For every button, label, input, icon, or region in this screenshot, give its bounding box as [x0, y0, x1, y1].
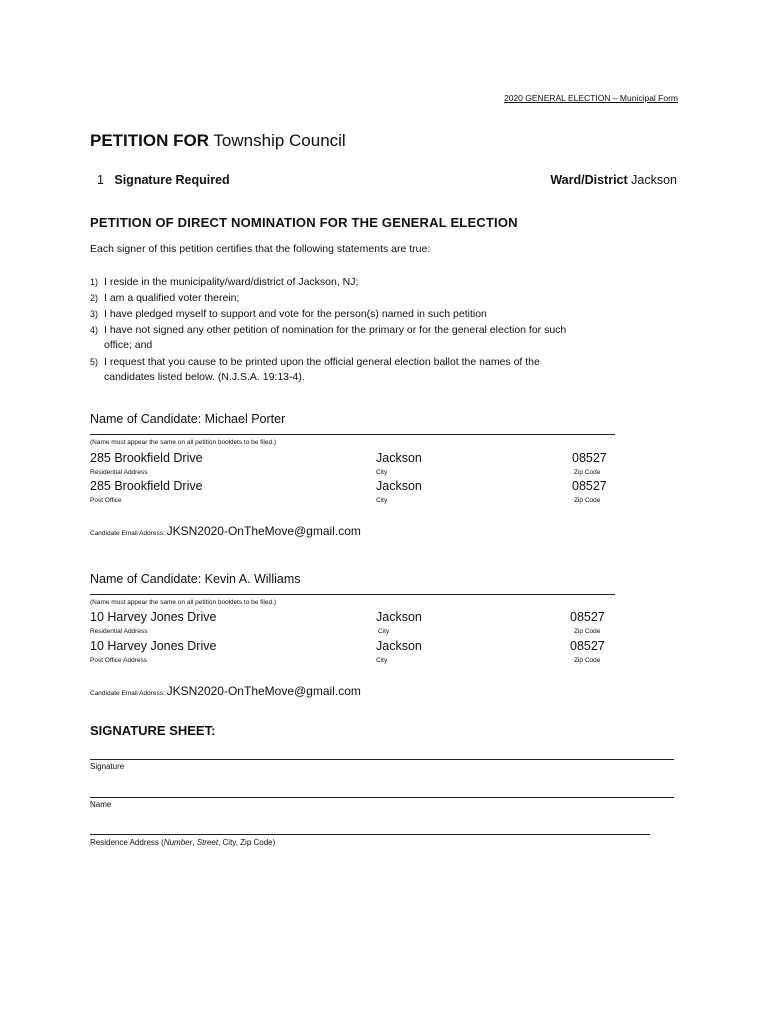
statement-5	[90, 355, 540, 385]
statement-number: 4)	[90, 325, 99, 335]
candidate-1-zip-label: Zip Code	[574, 469, 601, 476]
candidate-1-name: Name of Candidate: Michael Porter	[90, 412, 286, 426]
candidate-1-po-zip-label: Zip Code	[574, 497, 601, 504]
petition-title-bold: PETITION FOR	[90, 131, 209, 150]
statement-number: 1)	[90, 277, 99, 287]
name-line[interactable]	[90, 797, 674, 798]
intro-text: Each signer of this petition certifies that the following statements are true:	[90, 243, 431, 255]
candidate-2-email: JKSN2020-OnTheMove@gmail.com	[166, 684, 361, 698]
candidate-2-zip-label: Zip Code	[574, 628, 601, 635]
statement-text: I have not signed any other petition of nomination for the primary or for the general election for such	[104, 324, 567, 336]
candidate-1-email-label: Candidate Email Address:	[90, 530, 165, 537]
candidate-2-po-zip-label: Zip Code	[574, 657, 601, 664]
residence-label-sep: ,	[192, 838, 197, 847]
candidate-2-residential-zip: 08527	[570, 610, 605, 624]
candidate-2-po-street: 10 Harvey Jones Drive	[90, 639, 217, 653]
statement-text: I am a qualified voter therein;	[104, 292, 240, 304]
candidate-1-residential-street: 285 Brookfield Drive	[90, 451, 203, 465]
candidate-2-city-label: City	[378, 628, 390, 635]
name-label: Name	[90, 800, 112, 809]
ward-district	[550, 173, 677, 187]
ward-label: Ward/District	[550, 173, 628, 187]
residence-label-street: Street	[196, 838, 219, 847]
candidate-2-residential-street: 10 Harvey Jones Drive	[90, 610, 217, 624]
statement-number: 3)	[90, 309, 99, 319]
residence-label-end: , City, Zip Code)	[218, 838, 276, 847]
statement-3	[90, 307, 487, 322]
signature-count: 1	[97, 173, 104, 187]
candidate-1-po-zip: 08527	[572, 479, 607, 493]
candidate-2-residential-city: Jackson	[376, 610, 422, 624]
candidate-2-email-row	[90, 684, 361, 698]
candidate-1-email: JKSN2020-OnTheMove@gmail.com	[166, 524, 361, 538]
statement-2	[90, 291, 239, 306]
signature-label: Signature	[90, 762, 125, 771]
petition-title	[90, 131, 346, 151]
candidate-2-po-city-label: City	[376, 657, 388, 664]
statement-text: I request that you cause to be printed upon the official general election ballot the names of the	[104, 356, 540, 368]
statement-number: 5)	[90, 357, 99, 367]
signature-sheet-heading: SIGNATURE SHEET:	[90, 723, 216, 738]
statement-text: I have pledged myself to support and vote for the person(s) named in such petition	[104, 308, 487, 320]
candidate-2-name: Name of Candidate: Kevin A. Williams	[90, 572, 301, 586]
nomination-heading: PETITION OF DIRECT NOMINATION FOR THE GENERAL ELECTION	[90, 215, 518, 230]
candidate-2-residential-label: Residential Address	[90, 628, 148, 635]
statement-text-cont: candidates listed below. (N.J.S.A. 19:13-4).	[104, 371, 305, 383]
candidate-2-email-label: Candidate Email Address:	[90, 690, 165, 697]
form-header-label: 2020 GENERAL ELECTION – Municipal Form	[504, 93, 678, 103]
candidate-1-residential-label: Residential Address	[90, 469, 148, 476]
statement-number: 2)	[90, 293, 99, 303]
statement-text: I reside in the municipality/ward/district of Jackson, NJ;	[104, 276, 359, 288]
candidate-2-note: (Name must appear the same on all petition booklets to be filed.)	[90, 599, 277, 606]
signature-required	[97, 173, 230, 187]
candidate-1-po-street: 285 Brookfield Drive	[90, 479, 203, 493]
statement-text-cont: office; and	[104, 339, 153, 351]
candidate-2-name-line	[90, 594, 615, 595]
statement-4	[90, 323, 566, 353]
candidate-1-city-label: City	[376, 469, 388, 476]
residence-label-start: Residence Address (	[90, 838, 164, 847]
ward-value: Jackson	[631, 173, 677, 187]
candidate-2-po-city: Jackson	[376, 639, 422, 653]
signature-line[interactable]	[90, 759, 674, 760]
candidate-1-po-city-label: City	[376, 497, 388, 504]
candidate-2-po-zip: 08527	[570, 639, 605, 653]
candidate-2-po-label: Post Office Address	[90, 657, 147, 664]
statement-1	[90, 275, 358, 290]
candidate-1-name-line	[90, 434, 615, 435]
residence-address-line[interactable]	[90, 834, 650, 835]
candidate-1-email-row	[90, 524, 361, 538]
residence-label-number: Number	[163, 838, 193, 847]
candidate-1-residential-city: Jackson	[376, 451, 422, 465]
candidate-1-po-city: Jackson	[376, 479, 422, 493]
candidate-1-note: (Name must appear the same on all petition booklets to be filed.)	[90, 439, 277, 446]
residence-address-label	[90, 838, 275, 847]
candidate-1-residential-zip: 08527	[572, 451, 607, 465]
signature-required-label: Signature Required	[114, 173, 230, 187]
petition-office: Township Council	[213, 131, 346, 150]
candidate-1-po-label: Post Office	[90, 497, 122, 504]
